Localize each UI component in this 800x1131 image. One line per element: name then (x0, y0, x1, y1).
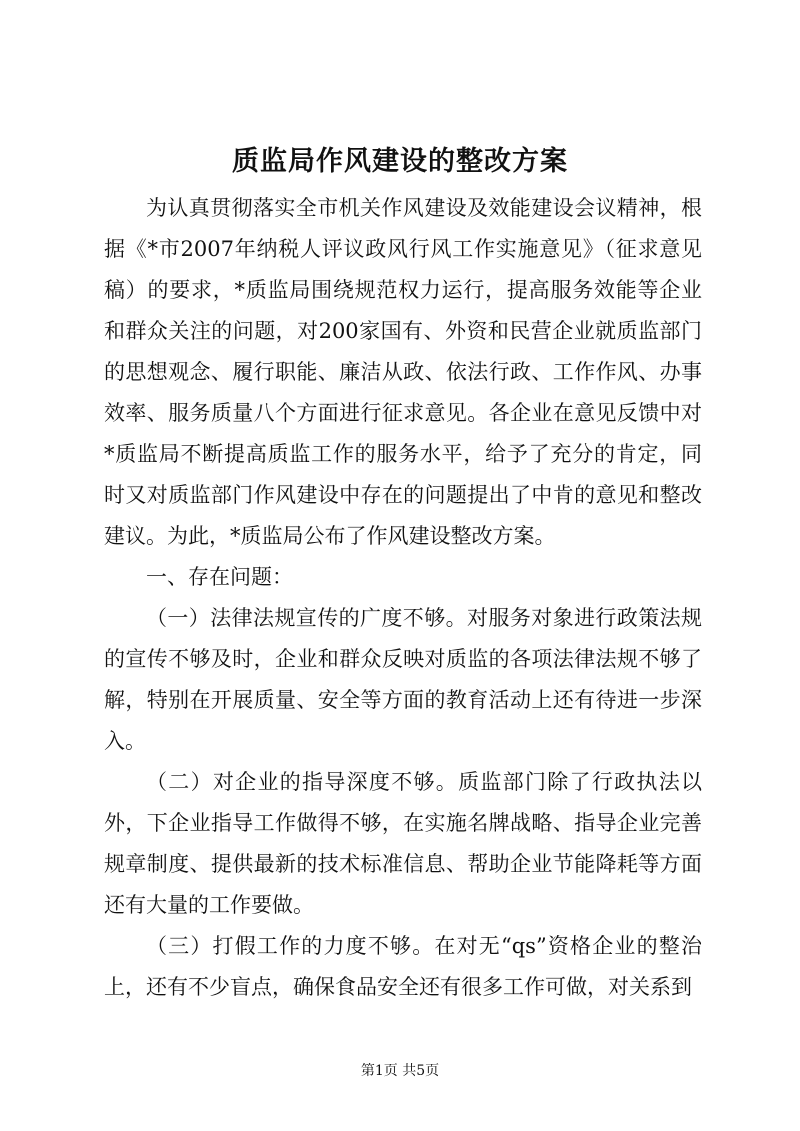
page-title: 质监局作风建设的整改方案 (232, 146, 568, 177)
paragraph-problem-2: （二）对企业的指导深度不够。质监部门除了行政执法以外，下企业指导工作做得不够，在实施名牌战略、指导企业完善规章制度、提供最新的技术标准信息、帮助企业节能降耗等方面还有大量的工作要做。 (104, 770, 702, 917)
section-heading-problems: 一、存在问题： (146, 565, 293, 589)
page-footer: 第1页 共5页 (360, 1063, 440, 1079)
paragraph-intro: 为认真贯彻落实全市机关作风建设及效能建设会议精神，根据《*市2007年纳税人评议政风行风工作实施意见》（征求意见稿）的要求，*质监局围绕规范权力运行，提高服务效能等企业和群众关注的问题，对200家国有、外资和民营企业就质监部门的思想观念、履行职能、廉洁从政、依法行政、工作作风、办事效率、服务质量八个方面进行征求意见。各企业在意见反馈中对*质监局不断提高质监工作的服务水平，给予了充分的肯定，同时又对质监部门作风建设中存在的问题提出了中肯的意见和整改建议。为此，*质监局公布了作风建设整改方案。 (104, 196, 702, 548)
document-body (104, 188, 702, 1008)
paragraph-problem-1: （一）法律法规宣传的广度不够。对服务对象进行政策法规的宣传不够及时，企业和群众反映对质监的各项法律法规不够了解，特别在开展质量、安全等方面的教育活动上还有待进一步深入。 (104, 606, 702, 753)
paragraph-problem-3: （三）打假工作的力度不够。在对无“qs”资格企业的整治上，还有不少盲点，确保食品安全还有很多工作可做，对关系到 (104, 934, 702, 999)
